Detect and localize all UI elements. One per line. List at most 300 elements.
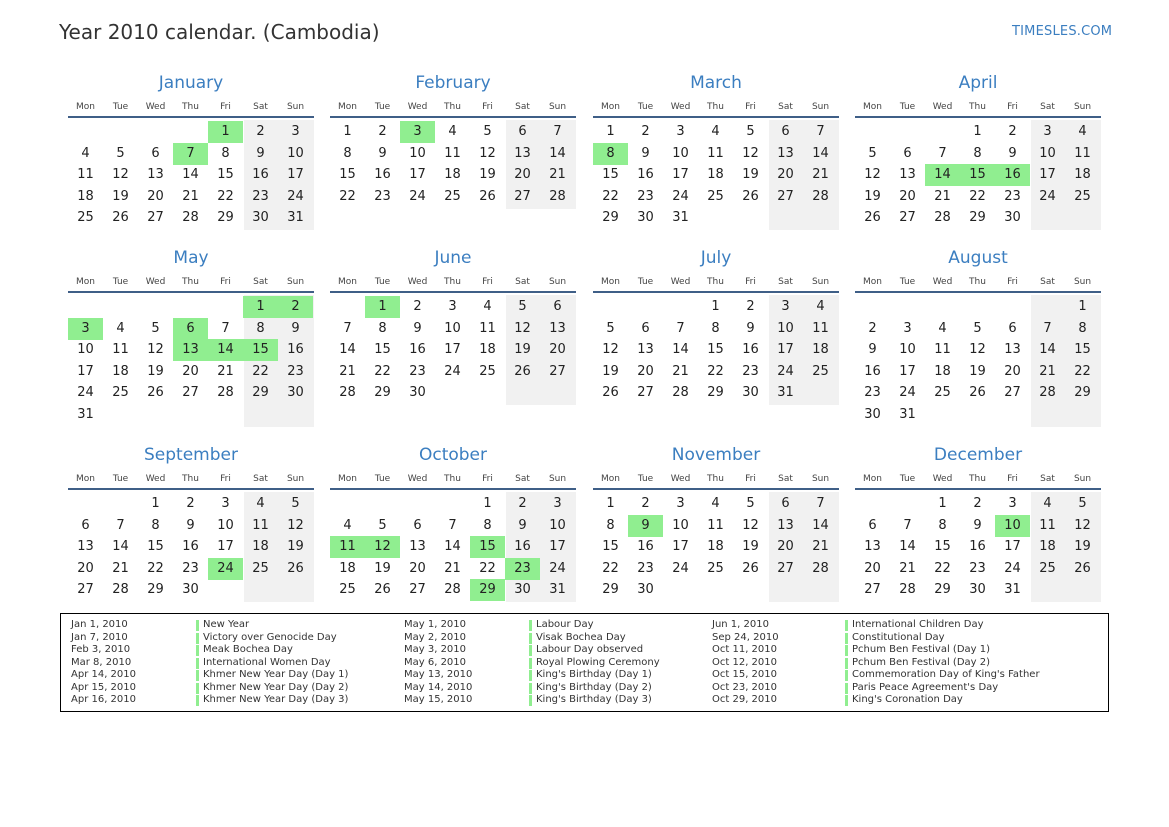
- day-cell: 9: [868, 342, 877, 357]
- day-cell: 4: [1043, 496, 1052, 511]
- day-cell: 3: [1008, 496, 1017, 511]
- day-cell: 21: [444, 561, 461, 576]
- holiday-marker: [529, 695, 532, 706]
- weekday-label: Fri: [745, 474, 756, 484]
- site-link[interactable]: TIMESLES.COM: [1012, 24, 1113, 39]
- day-cell: 16: [969, 539, 986, 554]
- day-cell: 20: [147, 189, 164, 204]
- weekday-label: Wed: [145, 277, 166, 287]
- holiday-marker: [196, 620, 199, 631]
- day-cell: 28: [812, 561, 829, 576]
- day-cell: 19: [864, 189, 881, 204]
- day-cell: 18: [707, 539, 724, 554]
- day-cell: 29: [969, 210, 986, 225]
- day-cell: 5: [606, 321, 615, 336]
- holiday-date: Jan 7, 2010: [71, 631, 128, 643]
- day-cell: 20: [182, 364, 199, 379]
- day-cell: 19: [374, 561, 391, 576]
- day-cell: 17: [287, 167, 304, 182]
- weekday-label: Thu: [444, 474, 461, 484]
- day-cell: 16: [409, 342, 426, 357]
- day-cell: 2: [641, 124, 650, 139]
- day-cell: 22: [602, 189, 619, 204]
- day-cell: 28: [112, 582, 129, 597]
- day-cell: 19: [602, 364, 619, 379]
- weekday-label: Sat: [515, 277, 530, 287]
- day-cell: 13: [77, 539, 94, 554]
- header-rule: [330, 291, 576, 293]
- weekday-label: Sat: [1040, 102, 1055, 112]
- holiday-name: King's Birthday (Day 3): [536, 694, 652, 705]
- day-cell: 31: [77, 407, 94, 422]
- day-cell: 7: [903, 518, 912, 533]
- month-name: May: [173, 248, 209, 268]
- day-cell: 20: [777, 539, 794, 554]
- month-name: October: [418, 445, 488, 465]
- day-cell: 28: [339, 385, 356, 400]
- day-cell: 22: [339, 189, 356, 204]
- day-cell: 8: [711, 321, 720, 336]
- weekday-label: Tue: [112, 474, 129, 484]
- day-cell: 18: [1074, 167, 1091, 182]
- weekday-label: Sat: [1040, 277, 1055, 287]
- weekday-label: Sun: [548, 277, 567, 287]
- holiday-marker: [529, 645, 532, 656]
- weekday-label: Fri: [220, 102, 231, 112]
- day-cell: 26: [969, 385, 986, 400]
- day-cell: 5: [1078, 496, 1087, 511]
- day-cell: 4: [711, 124, 720, 139]
- day-cell: 20: [864, 561, 881, 576]
- day-cell: 22: [479, 561, 496, 576]
- day-cell: 12: [287, 518, 304, 533]
- day-cell: 9: [378, 146, 387, 161]
- day-cell: 4: [448, 124, 457, 139]
- day-cell: 3: [903, 321, 912, 336]
- weekday-label: Sun: [811, 277, 830, 287]
- header-rule: [855, 291, 1101, 293]
- day-cell: 10: [217, 518, 234, 533]
- day-cell: 2: [186, 496, 195, 511]
- day-cell: 16: [374, 167, 391, 182]
- day-cell: 8: [938, 518, 947, 533]
- day-cell: 20: [549, 342, 566, 357]
- holiday-date: May 14, 2010: [404, 681, 473, 693]
- weekday-label: Mon: [601, 474, 620, 484]
- holiday-date: Mar 8, 2010: [71, 656, 132, 668]
- day-cell: 14: [899, 539, 916, 554]
- day-cell: 11: [252, 518, 269, 533]
- day-cell: 6: [781, 496, 790, 511]
- day-cell: 29: [147, 582, 164, 597]
- day-cell: 16: [287, 342, 304, 357]
- weekday-label: Sat: [253, 474, 268, 484]
- holiday-date: Oct 23, 2010: [712, 681, 777, 693]
- day-cell: 12: [969, 342, 986, 357]
- day-cell: 12: [1074, 518, 1091, 533]
- holiday-day-cell: 15: [243, 339, 278, 361]
- day-cell: 29: [252, 385, 269, 400]
- day-cell: 25: [707, 189, 724, 204]
- weekday-label: Tue: [637, 277, 654, 287]
- day-cell: 5: [483, 124, 492, 139]
- day-cell: 1: [711, 299, 720, 314]
- day-cell: 14: [112, 539, 129, 554]
- day-cell: 23: [864, 385, 881, 400]
- holiday-name: Khmer New Year Day (Day 2): [203, 681, 349, 693]
- day-cell: 12: [479, 146, 496, 161]
- weekday-label: Tue: [637, 102, 654, 112]
- day-cell: 28: [672, 385, 689, 400]
- day-cell: 17: [217, 539, 234, 554]
- holiday-marker: [529, 633, 532, 644]
- weekday-label: Sat: [778, 277, 793, 287]
- day-cell: 15: [374, 342, 391, 357]
- day-cell: 16: [514, 539, 531, 554]
- day-cell: 2: [973, 496, 982, 511]
- day-cell: 4: [81, 146, 90, 161]
- day-cell: 21: [112, 561, 129, 576]
- holiday-date: Oct 12, 2010: [712, 656, 777, 668]
- day-cell: 4: [483, 299, 492, 314]
- day-cell: 25: [479, 364, 496, 379]
- day-cell: 11: [479, 321, 496, 336]
- day-cell: 29: [707, 385, 724, 400]
- day-cell: 30: [1004, 210, 1021, 225]
- day-cell: 9: [973, 518, 982, 533]
- holiday-date: Oct 11, 2010: [712, 644, 777, 655]
- day-cell: 24: [409, 189, 426, 204]
- holiday-day-cell: 1: [243, 296, 278, 318]
- weekday-label: Fri: [745, 277, 756, 287]
- day-cell: 1: [343, 124, 352, 139]
- weekday-label: Sun: [1073, 277, 1092, 287]
- header-rule: [68, 488, 314, 490]
- day-cell: 30: [514, 582, 531, 597]
- day-cell: 8: [973, 146, 982, 161]
- day-cell: 10: [409, 146, 426, 161]
- day-cell: 1: [606, 124, 615, 139]
- holiday-day-cell: 13: [173, 339, 208, 361]
- weekday-label: Tue: [374, 474, 391, 484]
- day-cell: 8: [378, 321, 387, 336]
- holiday-marker: [529, 670, 532, 681]
- day-cell: 27: [409, 582, 426, 597]
- weekday-label: Sun: [1073, 474, 1092, 484]
- holiday-date: Oct 29, 2010: [712, 694, 777, 705]
- day-cell: 24: [672, 189, 689, 204]
- day-cell: 4: [116, 321, 125, 336]
- holiday-date: Apr 16, 2010: [71, 694, 137, 705]
- weekday-label: Fri: [745, 102, 756, 112]
- day-cell: 22: [374, 364, 391, 379]
- holiday-day-cell: 15: [960, 164, 995, 186]
- day-cell: 28: [217, 385, 234, 400]
- day-cell: 3: [676, 124, 685, 139]
- day-cell: 9: [1008, 146, 1017, 161]
- day-cell: 15: [602, 539, 619, 554]
- weekday-label: Mon: [338, 102, 357, 112]
- weekday-label: Sun: [548, 102, 567, 112]
- day-cell: 21: [217, 364, 234, 379]
- day-cell: 7: [221, 321, 230, 336]
- day-cell: 26: [742, 189, 759, 204]
- holiday-marker: [196, 695, 199, 706]
- day-cell: 22: [147, 561, 164, 576]
- day-cell: 27: [637, 385, 654, 400]
- day-cell: 10: [287, 146, 304, 161]
- weekday-label: Wed: [670, 474, 691, 484]
- day-cell: 27: [1004, 385, 1021, 400]
- day-cell: 9: [746, 321, 755, 336]
- day-cell: 30: [864, 407, 881, 422]
- month-name: November: [671, 445, 761, 465]
- day-cell: 8: [606, 518, 615, 533]
- day-cell: 25: [934, 385, 951, 400]
- day-cell: 18: [77, 189, 94, 204]
- month-name: July: [700, 248, 732, 268]
- day-cell: 6: [781, 124, 790, 139]
- day-cell: 14: [1039, 342, 1056, 357]
- day-cell: 18: [1039, 539, 1056, 554]
- weekday-label: Wed: [932, 277, 953, 287]
- holiday-day-cell: 23: [505, 558, 540, 580]
- holiday-day-cell: 14: [925, 164, 960, 186]
- holiday-day-cell: 3: [400, 121, 435, 143]
- holiday-name: International Women Day: [203, 656, 331, 668]
- weekday-label: Sun: [286, 102, 305, 112]
- day-cell: 7: [553, 124, 562, 139]
- day-cell: 18: [252, 539, 269, 554]
- holiday-date: Oct 15, 2010: [712, 669, 777, 680]
- day-cell: 22: [934, 561, 951, 576]
- holiday-marker: [845, 645, 848, 656]
- month-name: August: [948, 248, 1008, 268]
- day-cell: 16: [637, 167, 654, 182]
- holiday-date: May 15, 2010: [404, 694, 473, 705]
- header-rule: [68, 116, 314, 118]
- day-cell: 17: [1004, 539, 1021, 554]
- holiday-day-cell: 3: [68, 318, 103, 340]
- day-cell: 13: [147, 167, 164, 182]
- day-cell: 27: [182, 385, 199, 400]
- day-cell: 25: [444, 189, 461, 204]
- day-cell: 3: [781, 299, 790, 314]
- holiday-name: Khmer New Year Day (Day 1): [203, 669, 349, 680]
- day-cell: 26: [112, 210, 129, 225]
- weekday-label: Tue: [112, 277, 129, 287]
- weekday-label: Fri: [482, 277, 493, 287]
- day-cell: 12: [742, 146, 759, 161]
- day-cell: 10: [672, 146, 689, 161]
- weekday-label: Sat: [778, 102, 793, 112]
- weekday-label: Thu: [969, 102, 986, 112]
- day-cell: 5: [116, 146, 125, 161]
- day-cell: 17: [672, 167, 689, 182]
- day-cell: 18: [934, 364, 951, 379]
- day-cell: 7: [816, 496, 825, 511]
- day-cell: 16: [252, 167, 269, 182]
- weekday-label: Sun: [548, 474, 567, 484]
- day-cell: 24: [444, 364, 461, 379]
- day-cell: 6: [151, 146, 160, 161]
- day-cell: 1: [1078, 299, 1087, 314]
- holiday-name: Labour Day observed: [536, 644, 644, 655]
- weekday-label: Wed: [407, 277, 428, 287]
- day-cell: 2: [518, 496, 527, 511]
- day-cell: 17: [444, 342, 461, 357]
- day-cell: 1: [606, 496, 615, 511]
- holiday-date: Sep 24, 2010: [712, 631, 779, 643]
- day-cell: 16: [182, 539, 199, 554]
- day-cell: 3: [448, 299, 457, 314]
- day-cell: 17: [77, 364, 94, 379]
- day-cell: 31: [672, 210, 689, 225]
- day-cell: 2: [413, 299, 422, 314]
- weekday-label: Sun: [286, 474, 305, 484]
- day-cell: 3: [676, 496, 685, 511]
- holiday-marker: [196, 670, 199, 681]
- holiday-day-cell: 8: [593, 143, 628, 165]
- day-cell: 13: [899, 167, 916, 182]
- weekday-label: Sun: [1073, 102, 1092, 112]
- weekday-label: Tue: [374, 277, 391, 287]
- weekday-label: Fri: [220, 474, 231, 484]
- day-cell: 7: [938, 146, 947, 161]
- day-cell: 8: [221, 146, 230, 161]
- weekday-label: Mon: [863, 102, 882, 112]
- holiday-marker: [845, 683, 848, 694]
- day-cell: 21: [899, 561, 916, 576]
- holiday-legend: [60, 613, 1109, 712]
- weekday-label: Sun: [811, 102, 830, 112]
- holiday-name: Royal Plowing Ceremony: [536, 656, 660, 668]
- day-cell: 23: [252, 189, 269, 204]
- day-cell: 28: [812, 189, 829, 204]
- weekday-label: Tue: [899, 474, 916, 484]
- day-cell: 12: [514, 321, 531, 336]
- day-cell: 1: [973, 124, 982, 139]
- day-cell: 30: [252, 210, 269, 225]
- holiday-date: Jun 1, 2010: [712, 619, 769, 630]
- day-cell: 8: [151, 518, 160, 533]
- header-rule: [68, 291, 314, 293]
- day-cell: 24: [287, 189, 304, 204]
- day-cell: 2: [1008, 124, 1017, 139]
- holiday-name: Victory over Genocide Day: [203, 631, 337, 643]
- day-cell: 29: [602, 210, 619, 225]
- day-cell: 23: [287, 364, 304, 379]
- day-cell: 9: [186, 518, 195, 533]
- day-cell: 26: [602, 385, 619, 400]
- day-cell: 30: [409, 385, 426, 400]
- holiday-marker: [845, 658, 848, 669]
- day-cell: 27: [77, 582, 94, 597]
- day-cell: 27: [147, 210, 164, 225]
- holiday-name: Constitutional Day: [852, 631, 945, 643]
- weekday-label: Fri: [1007, 102, 1018, 112]
- day-cell: 6: [868, 518, 877, 533]
- holiday-name: King's Birthday (Day 1): [536, 669, 652, 680]
- holiday-date: May 3, 2010: [404, 644, 467, 655]
- day-cell: 1: [938, 496, 947, 511]
- weekday-label: Sun: [286, 277, 305, 287]
- day-cell: 3: [553, 496, 562, 511]
- day-cell: 11: [112, 342, 129, 357]
- day-cell: 16: [864, 364, 881, 379]
- day-cell: 7: [816, 124, 825, 139]
- holiday-marker: [845, 670, 848, 681]
- day-cell: 2: [641, 496, 650, 511]
- day-cell: 11: [444, 146, 461, 161]
- day-cell: 20: [514, 167, 531, 182]
- holiday-day-cell: 24: [208, 558, 243, 580]
- day-cell: 22: [1074, 364, 1091, 379]
- day-cell: 19: [514, 342, 531, 357]
- day-cell: 19: [147, 364, 164, 379]
- day-cell: 3: [291, 124, 300, 139]
- header-rule: [855, 488, 1101, 490]
- month-name: June: [434, 248, 472, 268]
- day-cell: 30: [287, 385, 304, 400]
- day-cell: 9: [413, 321, 422, 336]
- day-cell: 5: [746, 496, 755, 511]
- weekday-label: Wed: [670, 102, 691, 112]
- holiday-day-cell: 11: [330, 536, 365, 558]
- day-cell: 7: [1043, 321, 1052, 336]
- day-cell: 27: [899, 210, 916, 225]
- day-cell: 13: [864, 539, 881, 554]
- day-cell: 13: [1004, 342, 1021, 357]
- day-cell: 31: [777, 385, 794, 400]
- day-cell: 6: [553, 299, 562, 314]
- weekday-label: Tue: [112, 102, 129, 112]
- weekday-label: Sat: [515, 102, 530, 112]
- day-cell: 20: [899, 189, 916, 204]
- day-cell: 6: [1008, 321, 1017, 336]
- holiday-marker: [196, 683, 199, 694]
- day-cell: 16: [637, 539, 654, 554]
- day-cell: 18: [479, 342, 496, 357]
- day-cell: 19: [1074, 539, 1091, 554]
- day-cell: 11: [1074, 146, 1091, 161]
- day-cell: 18: [112, 364, 129, 379]
- day-cell: 4: [938, 321, 947, 336]
- day-cell: 21: [934, 189, 951, 204]
- holiday-date: May 2, 2010: [404, 631, 467, 643]
- holiday-date: Apr 15, 2010: [71, 681, 137, 693]
- holiday-date: May 13, 2010: [404, 669, 473, 680]
- day-cell: 9: [641, 146, 650, 161]
- header-rule: [330, 488, 576, 490]
- day-cell: 4: [343, 518, 352, 533]
- weekday-label: Mon: [76, 102, 95, 112]
- day-cell: 15: [147, 539, 164, 554]
- holiday-name: Pchum Ben Festival (Day 2): [852, 656, 991, 668]
- month-name: March: [690, 73, 742, 93]
- day-cell: 31: [287, 210, 304, 225]
- day-cell: 11: [934, 342, 951, 357]
- day-cell: 28: [934, 210, 951, 225]
- weekday-label: Mon: [601, 277, 620, 287]
- day-cell: 18: [812, 342, 829, 357]
- day-cell: 29: [1074, 385, 1091, 400]
- day-cell: 27: [549, 364, 566, 379]
- day-cell: 24: [1004, 561, 1021, 576]
- day-cell: 27: [777, 561, 794, 576]
- day-cell: 3: [1043, 124, 1052, 139]
- day-cell: 15: [934, 539, 951, 554]
